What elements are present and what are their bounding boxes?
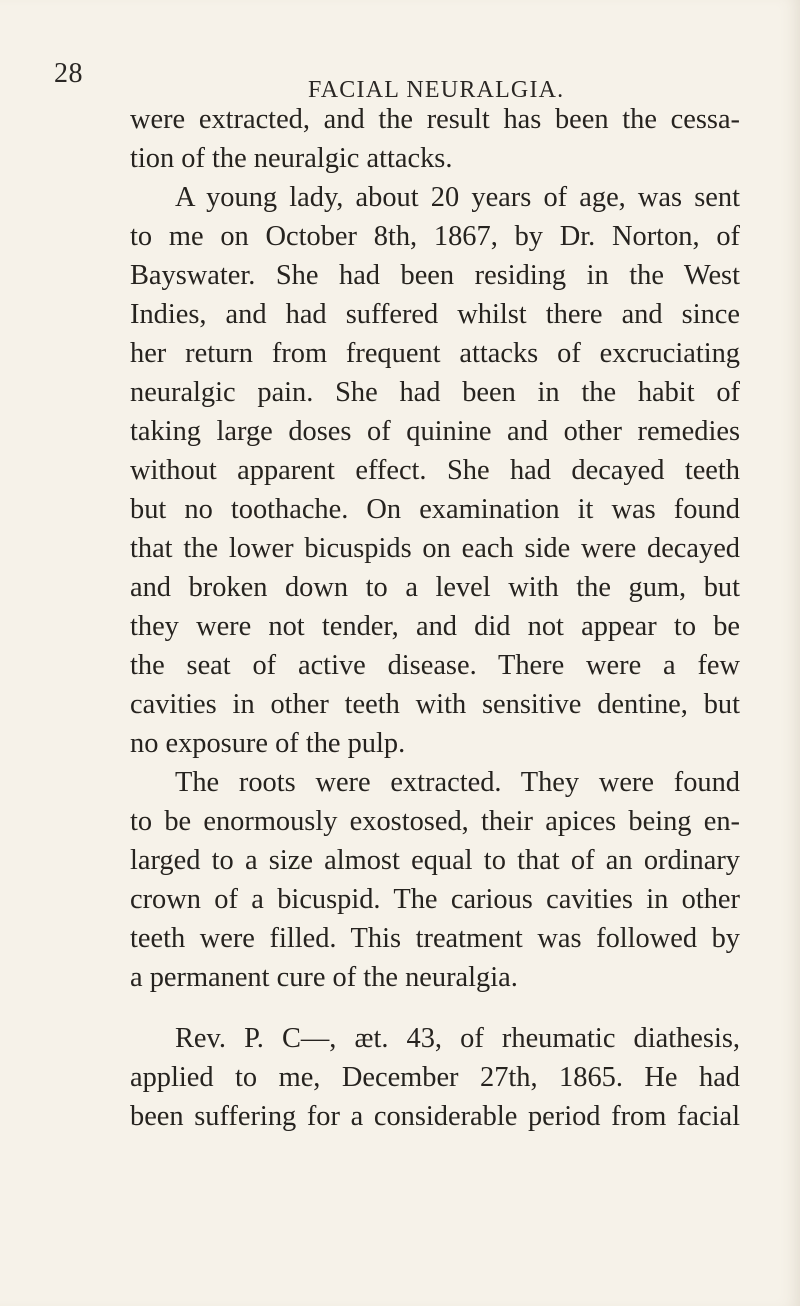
text-line: crown of a bicuspid. The carious cavities in other	[130, 884, 740, 915]
text-line: taking large doses of quinine and other remedies	[130, 416, 740, 447]
body-text	[130, 100, 740, 1136]
text-line: were extracted, and the result has been the cessa-	[130, 104, 740, 135]
text-line: to be enormously exostosed, their apices being en-	[130, 806, 740, 837]
text-line: a permanent cure of the neuralgia.	[130, 962, 518, 993]
text-line: tion of the neuralgic attacks.	[130, 143, 453, 174]
text-line: and broken down to a level with the gum, but	[130, 572, 740, 603]
text-line: The roots were extracted. They were found	[175, 767, 740, 798]
text-line: without apparent effect. She had decayed teeth	[130, 455, 740, 486]
text-line: they were not tender, and did not appear to be	[130, 611, 740, 642]
text-line: that the lower bicuspids on each side were decayed	[130, 533, 740, 564]
text-line: larged to a size almost equal to that of an ordinary	[130, 845, 740, 876]
paragraph-3	[130, 763, 740, 997]
text-line: applied to me, December 27th, 1865. He had	[130, 1062, 740, 1093]
text-line: to me on October 8th, 1867, by Dr. Norton, of	[130, 221, 740, 252]
text-line: Bayswater. She had been residing in the West	[130, 260, 740, 291]
text-line: teeth were filled. This treatment was followed by	[130, 923, 740, 954]
text-line: but no toothache. On examination it was found	[130, 494, 740, 525]
text-line: no exposure of the pulp.	[130, 728, 406, 759]
text-line: Indies, and had suffered whilst there and since	[130, 299, 740, 330]
paragraph-1	[130, 100, 740, 178]
text-line: neuralgic pain. She had been in the habit of	[130, 377, 740, 408]
text-line: been suffering for a considerable period from facial	[130, 1101, 740, 1132]
paragraph-4	[130, 1019, 740, 1136]
page-number: 28	[54, 58, 83, 89]
text-line: the seat of active disease. There were a few	[130, 650, 740, 681]
text-line: cavities in other teeth with sensitive dentine, but	[130, 689, 740, 720]
paragraph-2	[130, 178, 740, 763]
text-line: A young lady, about 20 years of age, was sent	[175, 182, 740, 213]
text-line: her return from frequent attacks of excruciating	[130, 338, 740, 369]
paragraph-spacer	[130, 997, 740, 1019]
text-line: Rev. P. C—, æt. 43, of rheumatic diathesis,	[175, 1023, 740, 1054]
running-title: FACIAL NEURALGIA.	[308, 77, 565, 103]
